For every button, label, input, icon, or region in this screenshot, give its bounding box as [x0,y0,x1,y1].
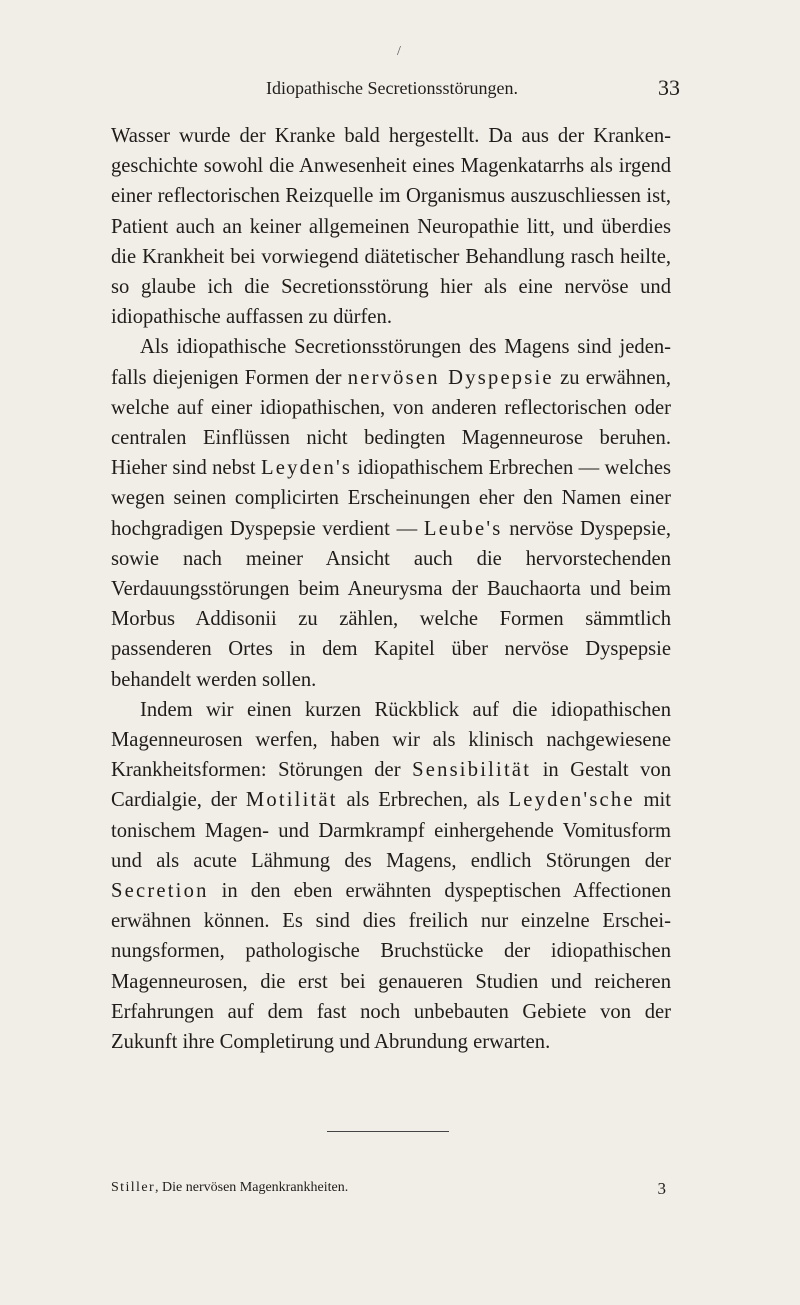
paragraph-2 [111,332,671,694]
emphasis-term: Sensibilität [412,759,532,782]
paragraph-2-text: nervöse Dyspepsie, sowie nach meiner Ansicht auch die hervorstechenden Verdauungsstörungen beim Aneurysma der Bauchaorta und beim Morbus Addisonii zu zählen, welche Formen sämmtlich passenderen Ortes in dem Kapitel über nervöse Dyspepsie behandelt werden sollen. [111,517,671,691]
paragraph-3-text: mit tonischem Magen- und Darmkrampf einhergehende Vomitusform und als acute Lähmung des Magens, endlich Störungen der [111,789,671,872]
paragraph-3 [111,695,671,1057]
emphasis-term: Motilität [245,789,338,812]
signature-mark: 3 [657,1179,666,1198]
footer-title: , Die nervösen Magenkrankheiten. [155,1180,349,1195]
emphasis-term: nervösen Dyspepsie [347,366,554,389]
page-number: 33 [658,75,680,100]
paragraph-2-text: zu erwähnen, welche auf einer idiopathischen, von anderen reflectorischen oder centralen Einflüssen nicht bedingten Magenneurose beruhen. Hieher sind nebst [111,366,671,480]
margin-mark: / [397,44,401,59]
section-divider [327,1131,449,1132]
emphasis-name: Leube's [423,517,503,540]
paragraph-3-text: Indem wir einen kurzen Rückblick auf die idiopathischen Magenneurosen werfen, haben wir als klinisch nachgewiesene Krankheitsformen: Störungen der [111,698,671,782]
paragraph-3-text: in Gestalt von Cardialgie, der [111,759,671,812]
paragraph-3-text: in den eben erwähnten dyspeptischen Affectionen erwähnen können. Es sind dies freilich nur einzelne Erscheinungsformen, pathologische Bruchstücke der idiopathischen Magenneurosen, die erst bei genaueren Studien und reicheren Erfahrungen auf dem fast noch unbebauten Gebiete von der Zukunft ihre Completirung und Abrundung erwarten. [111,880,671,1054]
page-footer [111,1180,671,1196]
running-head: Idiopathische Secretionsstörungen. [266,78,518,98]
paragraph-3-text: als Erbrechen, als [337,789,509,812]
paragraph-2-text: idiopathischem Erbrechen — welches wegen seinen complicirten Erscheinungen eher den Namen einer hochgradigen Dyspepsie verdient — [111,457,671,540]
body-text [111,121,671,1057]
footer-author: Stiller [111,1180,156,1195]
emphasis-term: Secretion [111,880,209,903]
page-header [112,75,680,104]
paragraph-1 [111,121,671,332]
paragraph-2-text: Als idiopathische Secretionsstörungen des Magens sind jedenfalls diejenigen Formen der [111,336,671,389]
emphasis-name: Leyden's [261,457,353,480]
paragraph-1-text: Wasser wurde der Kranke bald hergestellt. Da aus der Krankengeschichte sowohl die Anwesenheit eines Magenkatarrhs als irgend einer reflectorischen Reizquelle im Organismus auszuschliessen ist, Patient auch an keiner allgemeinen Neuropathie litt, und überdies die Krankheit bei vorwiegend diätetischer Behandlung rasch heilte, so glaube ich die Secretionsstörung hier als eine nervöse und idiopathische auffassen zu dürfen. [111,125,671,329]
emphasis-name: Leyden'sche [508,789,635,812]
